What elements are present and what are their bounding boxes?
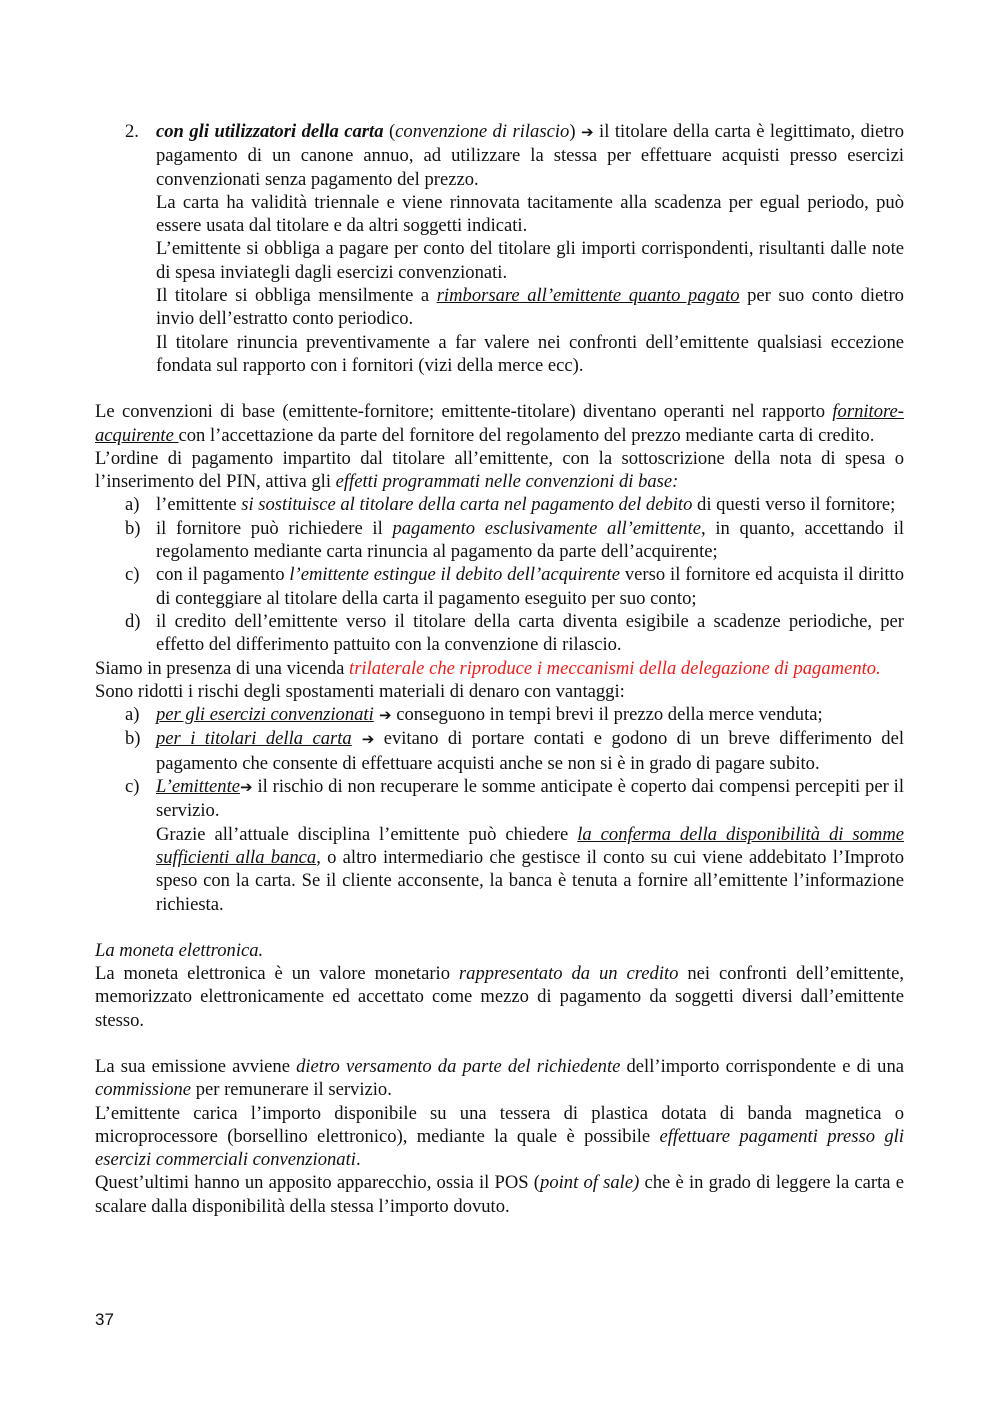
- list-item-2: [95, 120, 904, 377]
- paragraph-siamo: Siamo in presenza di una vicenda trilaterale che riproduce i meccanismi della delegazione di pagamento.: [95, 657, 881, 679]
- paragraph-grazie: Grazie all’attuale disciplina l’emittente può chiedere la conferma della disponibilità di somme sufficienti alla banca, o altro intermediario che gestisce il conto su cui viene addebitato l’Improto speso con la carta. Se il cliente acconsente, la banca è tenuta a fornire all’emittente l’informazione richiesta.: [156, 823, 904, 915]
- paragraph: La carta ha validità triennale e viene rinnovata tacitamente alla scadenza per egual periodo, può essere usata dal titolare e da altri soggetti indicati.: [156, 191, 904, 237]
- paragraph: Il titolare si obbliga mensilmente a rimborsare all’emittente quanto pagato per suo conto dietro invio dell’estratto conto periodico.: [156, 285, 904, 330]
- page-body: [95, 120, 904, 1218]
- list-item: c) con il pagamento l’emittente estingue il debito dell’acquirente verso il fornitore ed acquista il diritto di conteggiare al titolare della carta il pagamento eseguito per suo conto;: [125, 564, 904, 609]
- paragraph-ordine: L’ordine di pagamento impartito dal titolare all’emittente, con la sottoscrizione della nota di spesa o l’inserimento del PIN, attiva gli effetti programmati nelle convenzioni di base:: [95, 447, 904, 493]
- paragraph-pos: Quest’ultimi hanno un apposito apparecchio, ossia il POS (point of sale) che è in grado di leggere la carta e scalare dalla disponibilità della stessa l’importo dovuto.: [95, 1172, 904, 1217]
- paragraph: L’emittente si obbliga a pagare per conto del titolare gli importi corrispondenti, risultanti dalle note di spesa inviategli dagli esercizi convenzionati.: [156, 238, 904, 283]
- list-item: b) per i titolari della carta ➔ evitano di portare contati e godono di un breve differimento del pagamento che consente di effettuare acquisti anche se non si è in grado di pagare subito.: [125, 728, 904, 774]
- item-title: con gli utilizzatori della carta: [156, 121, 384, 142]
- highlight-red: trilaterale che riproduce i meccanismi della delegazione di pagamento.: [349, 657, 881, 679]
- paragraph-moneta: La moneta elettronica è un valore monetario rappresentato da un credito nei confronti dell’emittente, memorizzato elettronicamente ed accettato come mezzo di pagamento da soggetti diversi dall’emittente stesso.: [95, 963, 904, 1031]
- arrow-icon: ➔: [240, 778, 253, 797]
- paragraph-ridotti: Sono ridotti i rischi degli spostamenti materiali di denaro con vantaggi:: [95, 680, 625, 702]
- arrow-icon: ➔: [581, 123, 594, 141]
- list-item: a) l’emittente si sostituisce al titolare della carta nel pagamento del debito di questi verso il fornitore;: [125, 494, 896, 516]
- paragraph-carica: L’emittente carica l’importo disponibile su una tessera di plastica dotata di banda magnetica o microprocessore (borsellino elettronico), mediante la quale è possibile effettuare pagamenti presso gli esercizi commerciali convenzionati.: [95, 1102, 904, 1171]
- paragraph-convenzioni: Le convenzioni di base (emittente-fornitore; emittente-titolare) diventano operanti nel rapporto fornitore-acquirente con l’accettazione da parte del fornitore del regolamento del prezzo mediante carta di credito.: [95, 401, 904, 446]
- page-number: 37: [95, 1310, 114, 1329]
- paragraph: Il titolare rinuncia preventivamente a far valere nei confronti dell’emittente qualsiasi eccezione fondata sul rapporto con i fornitori (vizi della merce ecc).: [156, 331, 904, 376]
- list-item: b) il fornitore può richiedere il pagamento esclusivamente all’emittente, in quanto, accettando il regolamento mediante carta rinuncia al pagamento da parte dell’acquirente;: [125, 517, 905, 563]
- paragraph-emissione: La sua emissione avviene dietro versamento da parte del richiedente dell’importo corrispondente e di una commissione per remunerare il servizio.: [95, 1055, 905, 1101]
- arrow-icon: ➔: [373, 706, 392, 725]
- list-marker: 2.: [125, 121, 139, 142]
- section-heading: La moneta elettronica.: [95, 939, 264, 961]
- list-item: c) L’emittente➔ il rischio di non recuperare le somme anticipate è coperto dai compensi percepiti per il servizio. Grazie all’attuale disciplina l’emittente può chiedere la conferma della disponibilità di somme sufficienti alla banca, o altro intermediario che gestisce il conto su cui viene addebitato l’Improto speso con la carta. Se il cliente acconsente, la banca è tenuta a fornire all’emittente l’informazione richiesta.: [125, 776, 904, 915]
- paragraph: con gli utilizzatori della carta (convenzione di rilascio) ➔ il titolare della carta è legittimato, dietro pagamento di un canone annuo, ad utilizzare la stessa per effettuare acquisti presso esercizi convenzionati senza pagamento del prezzo.: [156, 121, 904, 190]
- list-item: a) per gli esercizi convenzionati ➔ conseguono in tempi brevi il prezzo della merce venduta;: [125, 704, 823, 726]
- list-item: d) il credito dell’emittente verso il titolare della carta diventa esigibile a scadenze periodiche, per effetto del differimento pattuito con la convenzione di rilascio.: [125, 610, 904, 656]
- arrow-icon: ➔: [351, 730, 375, 749]
